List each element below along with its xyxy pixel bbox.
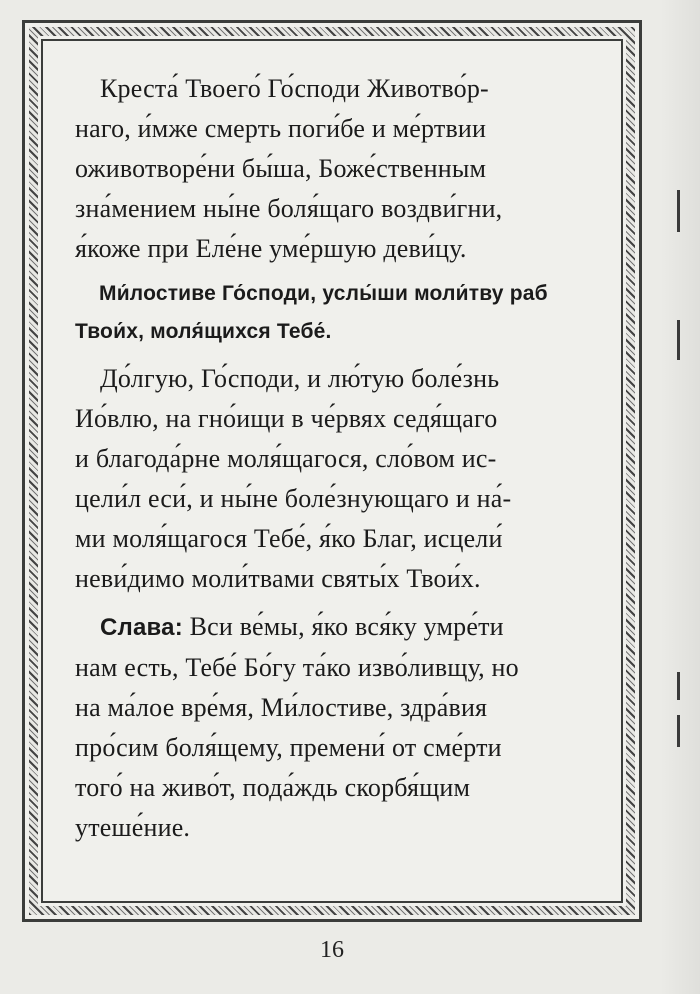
text-line: утеше́ние. [75, 813, 191, 842]
text-line: и благода́рне моля́щагося, сло́вом ис- [75, 444, 497, 473]
page-edge-mark [677, 190, 680, 232]
text-line: цели́л еси́, и ны́не боле́знующаго и на́- [75, 484, 512, 513]
slava-label: Слава: [100, 614, 183, 641]
text-line: нам есть, Тебе́ Бо́гу та́ко изво́ливщу, но [75, 653, 519, 682]
text-line: неви́димо моли́твами святы́х Твои́х. [75, 564, 481, 593]
page-edge-mark [677, 320, 680, 360]
text-line: До́лгую, Го́споди, и лю́тую боле́знь [100, 364, 500, 393]
refrain-line: Ми́лостиве Го́споди, услы́ши моли́тву раб [99, 282, 548, 305]
refrain [75, 275, 590, 351]
paragraph-1 [75, 69, 590, 269]
paragraph-2 [75, 359, 590, 599]
text-line-rest: Вси ве́мы, я́ко вся́ку умре́ти [182, 612, 504, 641]
page-edge-shadow [660, 0, 700, 994]
page-edge-mark [677, 715, 680, 747]
text-line: про́сим боля́щему, премени́ от сме́рти [75, 733, 502, 762]
text-line: на ма́лое вре́мя, Ми́лостиве, здра́вия [75, 693, 488, 722]
text-line [75, 607, 590, 648]
prayer-text-block [75, 69, 590, 848]
text-line: Креста́ Твоего́ Го́споди Животво́р- [100, 74, 489, 103]
text-line: Ио́влю, на гно́ищи в че́рвях седя́щаго [75, 404, 498, 433]
text-line: того́ на живо́т, пода́ждь скорбя́щим [75, 773, 471, 802]
text-line: наго, и́мже смерть поги́бе и ме́ртвии [75, 114, 487, 143]
refrain-line: Твои́х, моля́щихся Тебе́. [75, 320, 332, 343]
page-edge-mark [677, 672, 680, 700]
paragraph-3 [75, 607, 590, 848]
text-line: зна́мением ны́не боля́щаго воздви́гни, [75, 194, 503, 223]
paragraph-spacer [75, 599, 590, 607]
text-line: я́коже при Еле́не уме́ршую деви́цу. [75, 234, 467, 263]
text-line: ми моля́щагося Тебе́, я́ко Благ, исцели́ [75, 524, 503, 553]
page-number: 16 [320, 937, 344, 963]
text-line: оживотворе́ни бы́ша, Боже́ственным [75, 154, 487, 183]
